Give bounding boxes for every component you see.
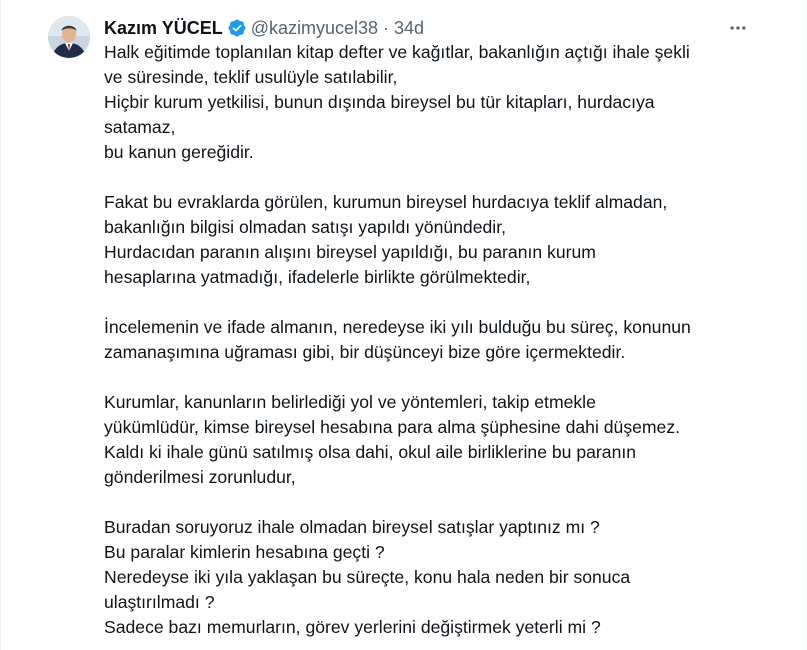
- tweet-text: [104, 40, 764, 640]
- verified-badge-icon: [227, 18, 247, 38]
- avatar-photo: [48, 16, 90, 58]
- tweet-line: gönderilmesi zorunludur,: [104, 467, 296, 487]
- tweet-line: Neredeyse iki yıla yaklaşan bu süreçte, konu hala neden bir sonuca: [104, 567, 631, 587]
- tweet-line: Kurumlar, kanunların belirlediği yol ve yöntemleri, takip etmekle: [104, 392, 596, 412]
- avatar[interactable]: [48, 16, 90, 58]
- tweet-line: Bu paralar kimlerin hesabına geçti ?: [104, 542, 385, 562]
- tweet-line: ulaştırılmadı ?: [104, 592, 215, 612]
- more-options-button[interactable]: [726, 16, 750, 40]
- tweet-line: Fakat bu evraklarda görülen, kurumun bireysel hurdacıya teklif almadan,: [104, 192, 668, 212]
- tweet-line: bakanlığın bilgisi olmadan satışı yapıldı yönündedir,: [104, 217, 506, 237]
- tweet-line: bu kanun gereğidir.: [104, 142, 254, 162]
- tweet-line: hesaplarına yatmadığı, ifadelerle birlikte görülmektedir,: [104, 267, 531, 287]
- tweet-timestamp[interactable]: 34d: [394, 18, 425, 38]
- tweet-line: Hiçbir kurum yetkilisi, bunun dışında bireysel bu tür kitapları, hurdacıya: [104, 92, 655, 112]
- paragraph-gap: [104, 290, 764, 315]
- tweet-line: Hurdacıdan paranın alışını bireysel yapıldığı, bu paranın kurum: [104, 242, 596, 262]
- tweet-header: [104, 16, 424, 40]
- tweet-line: Buradan soruyoruz ihale olmadan bireysel satışlar yaptınız mı ?: [104, 517, 600, 537]
- tweet-line: Sadece bazı memurların, görev yerlerini değiştirmek yeterli mi ?: [104, 617, 601, 637]
- tweet-line: zamanaşımına uğraması gibi, bir düşünceyi bize göre içermektedir.: [104, 342, 626, 362]
- paragraph-gap: [104, 165, 764, 190]
- tweet-line: ve süresinde, teklif usulüyle satılabilir,: [104, 67, 398, 87]
- more-horizontal-icon: [728, 18, 748, 38]
- tweet-line: İncelemenin ve ifade almanın, neredeyse iki yılı bulduğu bu süreç, konunun: [104, 317, 691, 337]
- paragraph-gap: [104, 490, 764, 515]
- tweet-line: yükümlüdür, kimse bireysel hesabına para alma şüphesine dahi düşemez.: [104, 417, 681, 437]
- paragraph-gap: [104, 365, 764, 390]
- tweet-line: satamaz,: [104, 117, 176, 137]
- separator-dot: ·: [383, 18, 390, 38]
- tweet-line: Halk eğitimde toplanılan kitap defter ve kağıtlar, bakanlığın açtığı ihale şekli: [104, 42, 690, 62]
- tweet-line: Kaldı ki ihale günü satılmış olsa dahi, okul aile birliklerine bu paranın: [104, 442, 637, 462]
- author-handle[interactable]: @kazimyucel38: [250, 18, 379, 38]
- author-name[interactable]: Kazım YÜCEL: [104, 18, 223, 38]
